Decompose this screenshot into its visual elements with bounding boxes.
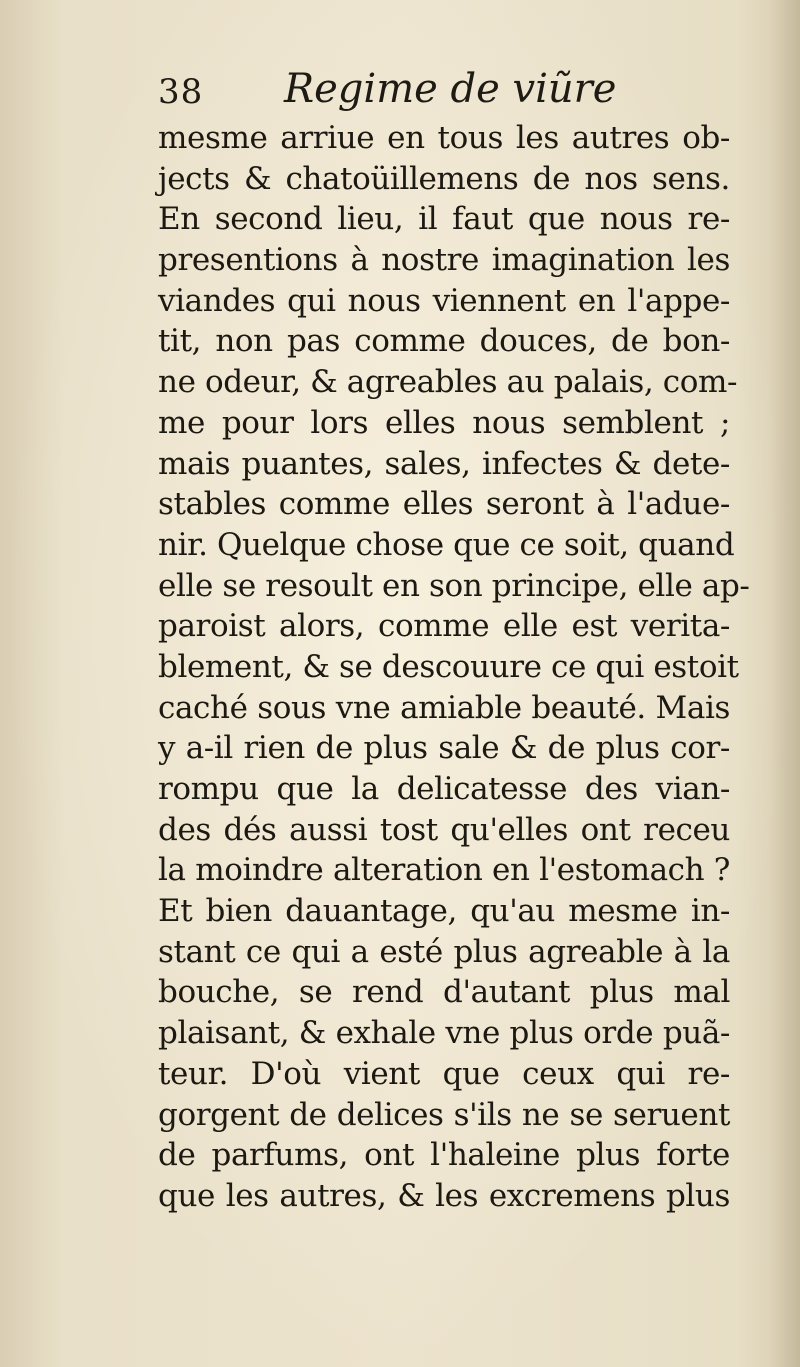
text-line: En second lieu, il faut que nous re- (158, 201, 730, 238)
text-line: de parfums, ont l'haleine plus forte (158, 1137, 730, 1174)
page-number: 38 (158, 72, 204, 112)
text-line: que les autres, & les excremens plus (158, 1177, 730, 1214)
text-line: mesme arriue en tous les autres ob- (158, 120, 730, 156)
text-line: mais puantes, sales, infectes & dete- (158, 445, 730, 482)
text-line: stables comme elles seront à l'adue- (158, 486, 730, 523)
text-line: des dés aussi tost qu'elles ont receu (158, 811, 730, 848)
page-edge-shadow (770, 0, 800, 1367)
text-line: blement, & se descouure ce qui estoit (158, 648, 739, 685)
text-line: plaisant, & exhale vne plus orde puã- (158, 1015, 730, 1052)
text-line: ne odeur, & agreables au palais, com- (158, 364, 738, 401)
body-text (158, 118, 750, 1217)
running-title: Regime de viũre (284, 66, 617, 112)
page-header (158, 66, 678, 116)
text-line: elle se resoult en son principe, elle ap- (158, 567, 750, 604)
text-line: Et bien dauantage, qu'au mesme in- (158, 893, 730, 930)
text-line: la moindre alteration en l'estomach ? (158, 852, 730, 889)
text-line: gorgent de delices s'ils ne se seruent (158, 1096, 730, 1133)
text-line: teur. D'où vient que ceux qui re- (158, 1055, 730, 1092)
text-line: caché sous vne amiable beauté. Mais (158, 689, 730, 726)
text-line: me pour lors elles nous semblent ; (158, 404, 730, 441)
text-line: paroist alors, comme elle est verita- (158, 608, 730, 645)
text-line: bouche, se rend d'autant plus mal (158, 974, 730, 1011)
text-line: rompu que la delicatesse des vian- (158, 771, 730, 807)
text-line: tit, non pas comme douces, de bon- (158, 323, 730, 360)
text-line: stant ce qui a esté plus agreable à la (158, 933, 730, 970)
text-line: presentions à nostre imagination les (158, 242, 730, 279)
text-line: y a-il rien de plus sale & de plus cor- (158, 730, 730, 767)
text-line: jects & chatoüillemens de nos sens. (158, 160, 730, 197)
text-line: nir. Quelque chose que ce soit, quand (158, 526, 735, 563)
text-line: viandes qui nous viennent en l'appe- (158, 282, 730, 319)
